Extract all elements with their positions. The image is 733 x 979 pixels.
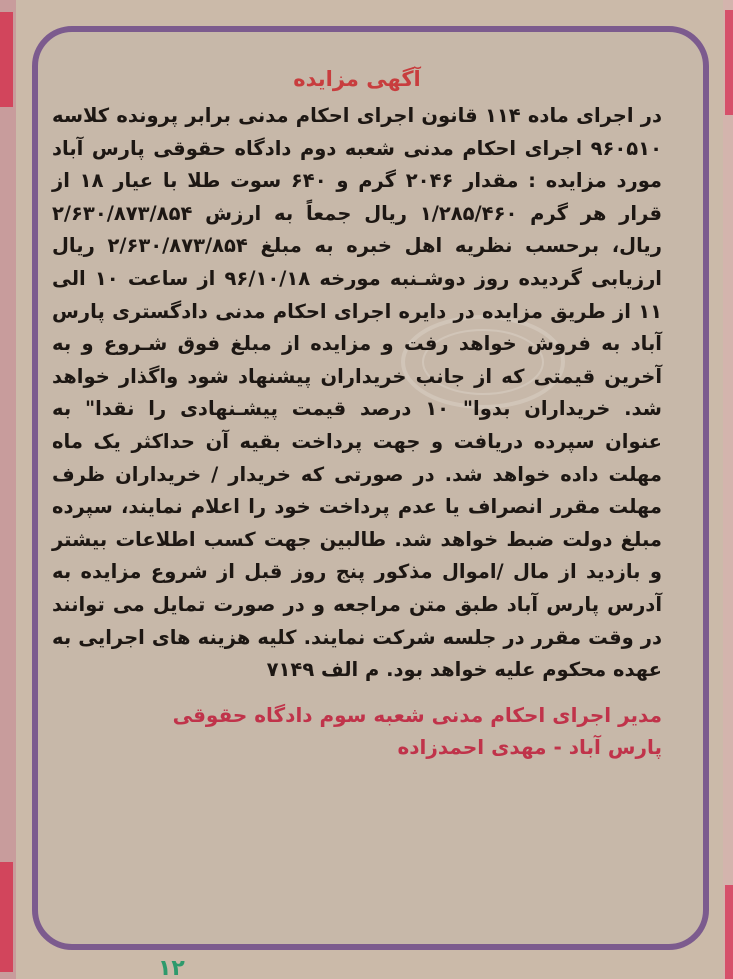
notice-body: در اجرای ماده ۱۱۴ قانون اجرای احکام مدنی برابر پرونده کلاسه ۹۶۰۵۱۰ اجرای احکام مدنی شعبه دوم دادگاه حقوقی پارس آباد مورد مزایده : مقدار ۲۰۴۶ گرم و ۶۴۰ سوت طلا با عیار ۱۸ از قرار هر گرم ۱/۲۸۵/۴۶۰ ریال جمعاً به ارزش ۲/۶۳۰/۸۷۳/۸۵۴ ریال، برحسب نظریه اهل خبره به مبلغ ۲/۶۳۰/۸۷۳/۸۵۴ ریال ارزیابی گردیده روز دوشـنبه مورخه ۹۶/۱۰/۱۸ از ساعت ۱۰ الی ۱۱ از طریق مزایده در دایره اجرای احکام مدنی دادگستری پارس آباد به فروش خواهد رفت و مزایده از مبلغ فوق شـروع و به آخرین قیمتی که از جانب خریداران پیشنهاد شود واگذار خواهد شد. خریداران بدوا" ۱۰ درصد قیمت پیشـنهادی را نقدا" به عنوان سپرده دریافت و جهت پرداخت بقیه آن حداکثر یک ماه مهلت داده خواهد شد. در صورتی که خریدار / خریداران ظرف مهلت مقرر انصراف یا عدم پرداخت خود را اعلام نمایند، سپرده مبلغ دولت ضبط خواهد شد. طالبین جهت کسب اطلاعات بیشتر و بازدید از مال /اموال مذکور پنج روز قبل از شروع مزایده به آدرس پارس آباد طبق متن مراجعه و در صورت تمایل می توانند در وقت مقرر در جلسه شرکت نمایند. کلیه هزینه های اجرایی به عهده محکوم علیه خواهد بود. م الف ۷۱۴۹ <box>52 104 663 682</box>
notice-signature <box>52 699 662 763</box>
right-red-band-top <box>725 10 733 115</box>
page-number: ۱۲ <box>158 956 185 979</box>
signature-line-2: پارس آباد - مهدی احمدزاده <box>397 734 662 759</box>
notice-title: آگهی مزایده <box>293 67 421 91</box>
signature-line-1: مدیر اجرای احکام مدنی شعبه سوم دادگاه حقوقی <box>172 702 662 727</box>
auction-notice <box>42 38 672 924</box>
left-red-band-top <box>0 12 13 107</box>
left-margin-strip <box>0 0 16 979</box>
right-margin-strip <box>723 0 733 979</box>
left-red-band-bottom <box>0 862 13 972</box>
right-red-band-bottom <box>725 885 733 979</box>
